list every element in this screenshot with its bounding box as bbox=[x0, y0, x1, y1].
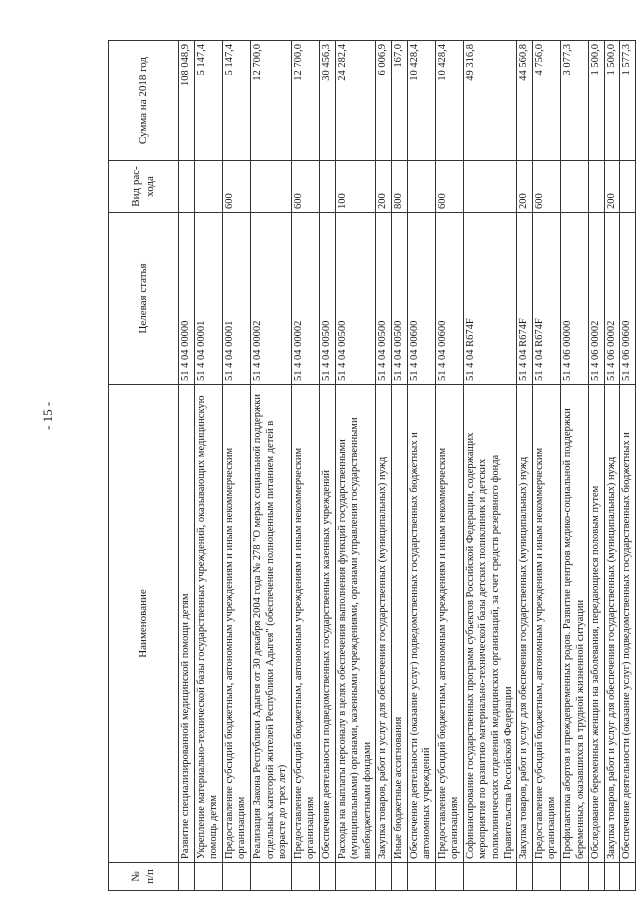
cell-num bbox=[194, 863, 222, 891]
table-row bbox=[376, 41, 392, 891]
cell-type bbox=[250, 161, 291, 213]
cell-type bbox=[620, 161, 636, 213]
cell-sum: 108 048,9 bbox=[179, 41, 195, 161]
cell-type bbox=[179, 161, 195, 213]
cell-type bbox=[561, 161, 589, 213]
cell-sum: 1 577,3 bbox=[620, 41, 636, 161]
cell-num bbox=[335, 863, 376, 891]
cell-type: 200 bbox=[376, 161, 392, 213]
cell-sum: 3 077,3 bbox=[561, 41, 589, 161]
cell-type: 200 bbox=[517, 161, 533, 213]
cell-name: Реализация Закона Республики Адыгея от 30 декабря 2004 года № 278 "О мерах социальной поддержки отдельных категорий жителей Республики Адыгея" (обеспечение полноценным питанием детей в возрасте до трех лет) bbox=[250, 385, 291, 863]
cell-name: Расходы на выплаты персоналу в целях обеспечения выполнения функций государственными (муниципальными) органами, казенными учреждениями, органами управления государственными внебюджетными фондами bbox=[335, 385, 376, 863]
cell-name: Укрепление материально-технической базы государственных учреждений, оказывающих медицинскую помощь детям bbox=[194, 385, 222, 863]
cell-name: Иные бюджетные ассигнования bbox=[391, 385, 407, 863]
cell-code: 51 4 04 00000 bbox=[179, 213, 195, 385]
cell-sum: 10 428,4 bbox=[435, 41, 463, 161]
cell-code: 51 4 06 00000 bbox=[561, 213, 589, 385]
cell-sum: 12 700,0 bbox=[250, 41, 291, 161]
cell-num bbox=[517, 863, 533, 891]
table-row bbox=[517, 41, 533, 891]
cell-num bbox=[561, 863, 589, 891]
cell-code: 51 4 04 00600 bbox=[435, 213, 463, 385]
cell-code: 51 4 04 00500 bbox=[319, 213, 335, 385]
table-row bbox=[291, 41, 319, 891]
cell-type bbox=[589, 161, 605, 213]
table-row bbox=[222, 41, 250, 891]
table-row bbox=[561, 41, 589, 891]
cell-num bbox=[532, 863, 560, 891]
cell-code: 51 4 04 00001 bbox=[222, 213, 250, 385]
cell-sum: 5 147,4 bbox=[222, 41, 250, 161]
cell-name: Закупка товаров, работ и услуг для обеспечения государственных (муниципальных) нужд bbox=[604, 385, 620, 863]
cell-num bbox=[589, 863, 605, 891]
cell-name: Обеспечение деятельности подведомственных государственных казенных учреждений bbox=[319, 385, 335, 863]
cell-num bbox=[391, 863, 407, 891]
table-header-row bbox=[109, 41, 179, 891]
cell-type: 600 bbox=[222, 161, 250, 213]
table-row bbox=[391, 41, 407, 891]
table-row bbox=[620, 41, 636, 891]
header-num: № п/п bbox=[109, 863, 179, 891]
table-row bbox=[250, 41, 291, 891]
cell-num bbox=[319, 863, 335, 891]
cell-sum: 49 316,8 bbox=[463, 41, 516, 161]
header-code: Целевая статья bbox=[109, 213, 179, 385]
cell-sum: 12 700,0 bbox=[291, 41, 319, 161]
budget-table bbox=[108, 40, 636, 891]
cell-name: Предоставление субсидий бюджетным, автономным учреждениям и иным некоммерческим организациям bbox=[532, 385, 560, 863]
cell-code: 51 4 04 00500 bbox=[335, 213, 376, 385]
cell-sum: 1 500,0 bbox=[604, 41, 620, 161]
cell-code: 51 4 04 R674F bbox=[517, 213, 533, 385]
cell-type bbox=[319, 161, 335, 213]
cell-sum: 167,0 bbox=[391, 41, 407, 161]
cell-num bbox=[179, 863, 195, 891]
table-row bbox=[435, 41, 463, 891]
cell-num bbox=[604, 863, 620, 891]
cell-num bbox=[407, 863, 435, 891]
cell-name: Предоставление субсидий бюджетным, автономным учреждениям и иным некоммерческим организациям bbox=[435, 385, 463, 863]
cell-type: 600 bbox=[532, 161, 560, 213]
cell-num bbox=[463, 863, 516, 891]
header-sum: Сумма на 2018 год bbox=[109, 41, 179, 161]
cell-num bbox=[620, 863, 636, 891]
cell-name: Обеспечение деятельности (оказание услуг) подведомственных государственных бюджетных и автономных учреждений bbox=[407, 385, 435, 863]
header-type: Вид рас- хода bbox=[109, 161, 179, 213]
cell-code: 51 4 06 00600 bbox=[620, 213, 636, 385]
cell-num bbox=[435, 863, 463, 891]
cell-code: 51 4 04 00002 bbox=[250, 213, 291, 385]
cell-code: 51 4 04 R674F bbox=[463, 213, 516, 385]
cell-type: 100 bbox=[335, 161, 376, 213]
cell-name: Профилактика абортов и преждевременных родов. Развитие центров медико-социальной поддержки беременных, оказавшихся в трудной жизненной ситуации bbox=[561, 385, 589, 863]
cell-type: 800 bbox=[391, 161, 407, 213]
cell-sum: 44 560,8 bbox=[517, 41, 533, 161]
table-row bbox=[319, 41, 335, 891]
cell-sum: 6 006,9 bbox=[376, 41, 392, 161]
cell-code: 51 4 04 00002 bbox=[291, 213, 319, 385]
cell-name: Предоставление субсидий бюджетным, автономным учреждениям и иным некоммерческим организациям bbox=[222, 385, 250, 863]
cell-name: Закупка товаров, работ и услуг для обеспечения государственных (муниципальных) нужд bbox=[376, 385, 392, 863]
cell-code: 51 4 04 R674F bbox=[532, 213, 560, 385]
table-row bbox=[407, 41, 435, 891]
table-row bbox=[335, 41, 376, 891]
cell-sum: 10 428,4 bbox=[407, 41, 435, 161]
cell-num bbox=[250, 863, 291, 891]
cell-name: Обследование беременных женщин на заболевания, передающиеся половым путем bbox=[589, 385, 605, 863]
cell-type: 600 bbox=[435, 161, 463, 213]
cell-type bbox=[463, 161, 516, 213]
cell-num bbox=[376, 863, 392, 891]
cell-name: Обеспечение деятельности (оказание услуг) подведомственных государственных бюджетных и bbox=[620, 385, 636, 863]
cell-type bbox=[194, 161, 222, 213]
cell-name: Закупка товаров, работ и услуг для обеспечения государственных (муниципальных) нужд bbox=[517, 385, 533, 863]
table-row bbox=[589, 41, 605, 891]
cell-name: Развитие специализированной медицинской помощи детям bbox=[179, 385, 195, 863]
cell-type: 600 bbox=[291, 161, 319, 213]
table-row bbox=[179, 41, 195, 891]
cell-sum: 24 282,4 bbox=[335, 41, 376, 161]
cell-code: 51 4 06 00002 bbox=[604, 213, 620, 385]
cell-code: 51 4 04 00500 bbox=[376, 213, 392, 385]
table-row bbox=[532, 41, 560, 891]
cell-code: 51 4 06 00002 bbox=[589, 213, 605, 385]
table-body bbox=[179, 41, 636, 891]
page-number: - 15 - bbox=[40, 401, 55, 430]
cell-name: Софинансирование государственных программ субъектов Российской Федерации, содержащих мероприятия по развитию материально-технической базы детских поликлиник и детских поликлинических отделений медицинских организаций, за счет средств резервного фонда Правительства Российской Федерации bbox=[463, 385, 516, 863]
table-row bbox=[194, 41, 222, 891]
cell-sum: 1 500,0 bbox=[589, 41, 605, 161]
cell-name: Предоставление субсидий бюджетным, автономным учреждениям и иным некоммерческим организациям bbox=[291, 385, 319, 863]
cell-code: 51 4 04 00600 bbox=[407, 213, 435, 385]
table-row bbox=[463, 41, 516, 891]
cell-num bbox=[291, 863, 319, 891]
header-name: Наименование bbox=[109, 385, 179, 863]
cell-code: 51 4 04 00001 bbox=[194, 213, 222, 385]
cell-num bbox=[222, 863, 250, 891]
cell-sum: 5 147,4 bbox=[194, 41, 222, 161]
cell-sum: 4 756,0 bbox=[532, 41, 560, 161]
cell-type bbox=[407, 161, 435, 213]
table-row bbox=[604, 41, 620, 891]
cell-type: 200 bbox=[604, 161, 620, 213]
cell-sum: 30 456,3 bbox=[319, 41, 335, 161]
cell-code: 51 4 04 00500 bbox=[391, 213, 407, 385]
budget-table-wrapper bbox=[108, 41, 633, 891]
